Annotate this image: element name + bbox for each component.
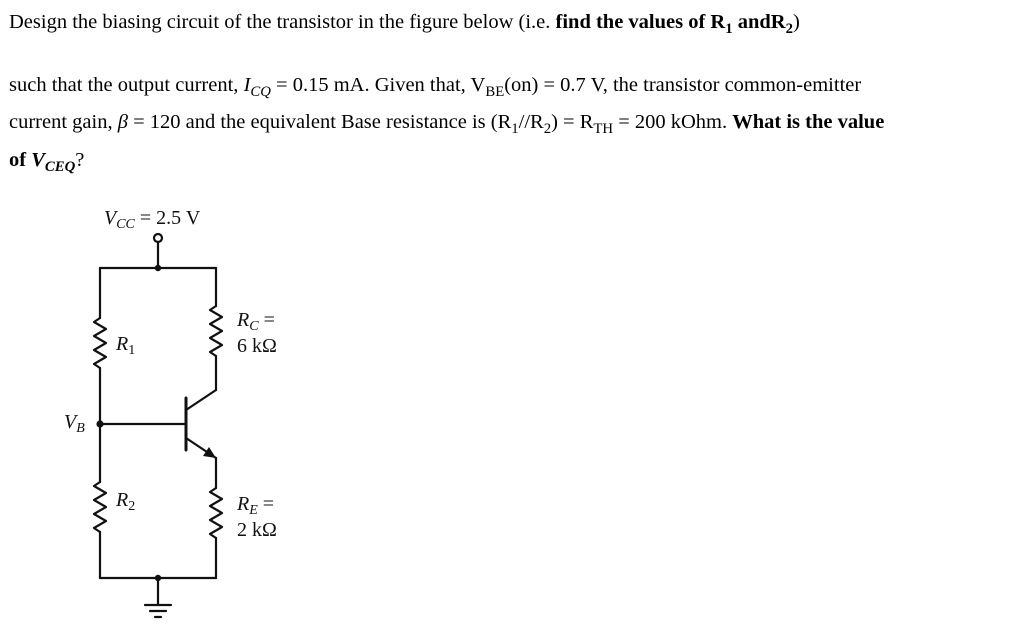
vcc-label: $V_{CC} = 2.5$ V [104, 207, 201, 232]
line1-bold-mid: andR [732, 11, 786, 33]
vceq-subscript: CEQ [44, 159, 76, 176]
r1-label: $R_1$ [116, 333, 136, 358]
icq-subscript: CQ [250, 84, 271, 101]
re-resistor [210, 488, 222, 538]
vcc-terminal [154, 234, 162, 242]
line3-mid1: = 120 and the equivalent Base resistance is (R [127, 111, 512, 133]
emitter-arrow [203, 447, 216, 458]
rc-label: $R_C$ = [237, 309, 275, 334]
line2-text: such that the output current, [9, 74, 244, 96]
re-label: $R_E$ = [237, 493, 275, 518]
beta-symbol: β [117, 111, 128, 133]
line1-post: ) [792, 11, 800, 33]
ground-junction-dot [155, 575, 161, 581]
rc-resistor [210, 306, 222, 356]
r2-subscript: 2 [785, 21, 793, 38]
line3-text: current gain, [9, 111, 118, 133]
icq-value: = 0.15 mA. Given that, V [270, 74, 486, 96]
line3-mid4: = 200 kOhm. [613, 111, 733, 133]
line3-mid3: ) = R [551, 111, 594, 133]
vb-label: $V_B$ [64, 411, 85, 436]
r1-resistor [94, 318, 106, 368]
icq-symbol: I [243, 74, 251, 96]
r1-subscript: 1 [511, 121, 519, 138]
vcc-junction-dot [155, 265, 161, 271]
r2-subscript: 2 [543, 121, 552, 138]
line4-post: ? [75, 149, 85, 171]
line1-bold-pre: find the values of R [555, 11, 726, 33]
line4-bold-pre: of [9, 149, 32, 171]
collector-lead [186, 390, 216, 410]
line2-post: (on) = 0.7 V, the transistor common-emitter [504, 74, 862, 96]
r2-resistor [94, 482, 106, 532]
line3-mid2: //R [518, 111, 544, 133]
vbe-subscript: BE [485, 84, 505, 101]
rc-value: 6 kΩ [237, 335, 277, 357]
r2-label: $R_2$ [116, 489, 136, 514]
vceq-symbol: V [31, 149, 45, 171]
rth-subscript: TH [593, 121, 614, 138]
vb-node-dot [96, 420, 103, 427]
r1-subscript: 1 [725, 21, 733, 38]
line1-text: Design the biasing circuit of the transistor in the figure below (i.e. [9, 11, 556, 33]
re-value: 2 kΩ [237, 519, 277, 541]
line3-bold: What is the value [732, 111, 885, 133]
